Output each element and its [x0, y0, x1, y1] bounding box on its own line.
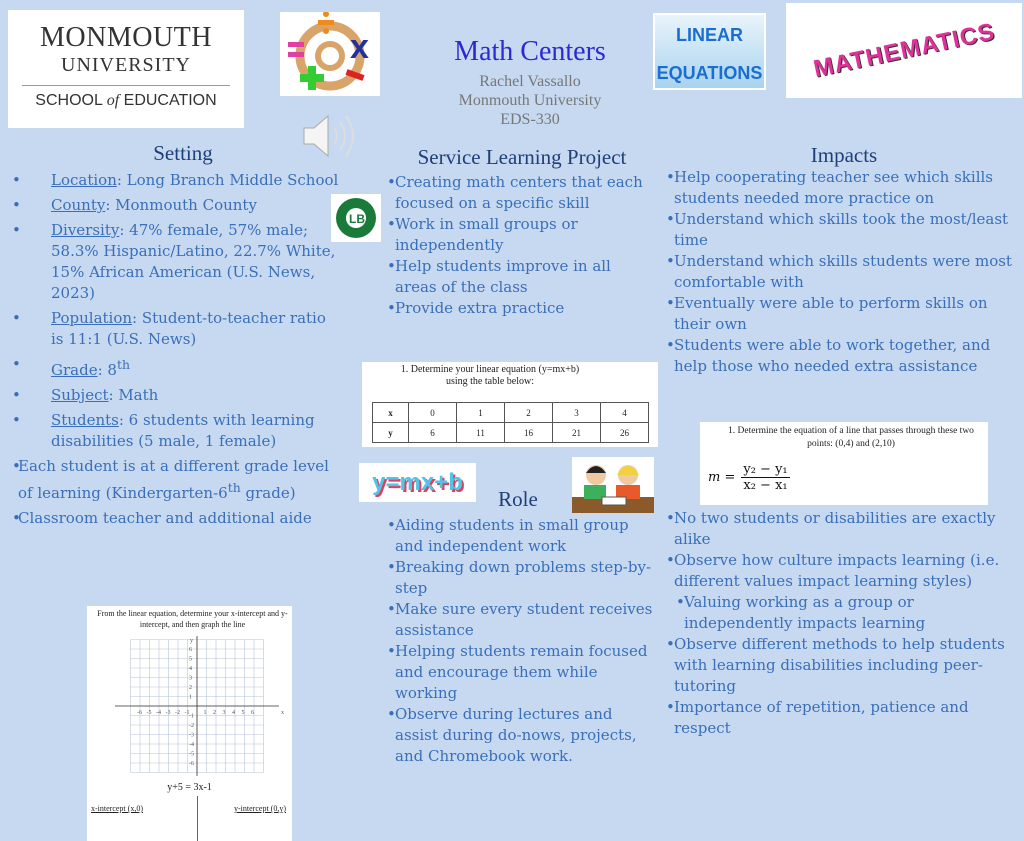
label: Grade	[51, 361, 98, 379]
institution: Monmouth University	[458, 92, 602, 109]
impact-item: • Understand which skills students were most comfortable with	[666, 251, 1022, 293]
text: Each student is at a different grade level of learning (Kindergarten-6	[18, 457, 329, 502]
text: grade)	[240, 484, 296, 502]
course: EDS-330	[500, 111, 560, 128]
logo-of: of	[106, 92, 120, 109]
y-tick-label: 1	[189, 694, 192, 701]
math-symbols-graphic	[280, 12, 380, 96]
cell: 0	[409, 403, 457, 423]
x-tick-label: 6	[251, 710, 254, 716]
ymxb-image	[359, 463, 476, 502]
x-tick-label: 3	[222, 710, 226, 716]
setting-item-location	[12, 170, 342, 191]
label: County	[51, 196, 106, 214]
y-tick-label: -5	[189, 751, 194, 758]
x-tick-label: -5	[146, 710, 152, 716]
linear-equations-image	[653, 13, 766, 90]
role-item: • Make sure every student receives assistance	[387, 599, 655, 641]
logo-education: EDUCATION	[123, 92, 217, 109]
logo-school: SCHOOL	[35, 92, 103, 109]
y-axis-label: y	[190, 638, 193, 644]
cell: x	[373, 403, 409, 423]
divider-line	[197, 796, 198, 841]
y-tick-label: 5	[189, 656, 192, 663]
service-item: • Creating math centers that each focused on a specific skill	[387, 172, 655, 214]
slope-formula	[708, 462, 790, 493]
graph-equation: y+5 = 3x-1	[167, 782, 212, 793]
label: Population	[51, 309, 133, 327]
service-item: • Provide extra practice	[387, 298, 655, 319]
x-tick-label: -2	[175, 710, 180, 716]
text: Classroom teacher and additional aide	[18, 509, 312, 527]
impact-item: • Help cooperating teacher see which skills students needed more practice on	[666, 167, 1022, 209]
value: : 6 students with learning disabilities (5 male, 1 female)	[51, 411, 315, 450]
x-tick-label: 4	[232, 710, 235, 716]
mathematics-image	[786, 3, 1022, 98]
setting-extra-teacher	[12, 508, 342, 529]
formula-lhs: m =	[708, 470, 736, 485]
worksheet-prompt: 1. Determine your linear equation (y=mx+b) using the table below:	[400, 364, 580, 387]
label: Diversity	[51, 221, 120, 239]
cell: 21	[553, 423, 601, 443]
worksheet-prompt: 1. Determine the equation of a line that passes through these two points: (0,4) and (2,10)	[728, 426, 974, 449]
formula-denominator: x₂ − x₁	[743, 478, 788, 493]
role-list	[387, 515, 655, 767]
setting-item-students	[12, 410, 342, 452]
service-item: • Work in small groups or independently	[387, 214, 655, 256]
cell: 2	[505, 403, 553, 423]
xy-table	[372, 402, 649, 443]
impact-item: • Importance of repetition, patience and respect	[666, 697, 1016, 739]
x-tick-label: -4	[156, 710, 161, 716]
service-list	[387, 172, 655, 319]
sup: th	[116, 357, 131, 372]
worksheet-prompt: From the linear equation, determine your x-intercept and y-intercept, and then graph the line	[97, 609, 288, 629]
impact-item: • Observe how culture impacts learning (i.e. different values impact learning styles)	[666, 550, 1016, 592]
logo-line1: MONMOUTH	[40, 22, 212, 53]
cell: 6	[409, 423, 457, 443]
setting-heading: Setting	[153, 141, 213, 165]
formula-numerator: y₂ − y₁	[743, 462, 788, 477]
role-heading: Role	[498, 487, 538, 511]
svg-text:LB: LB	[349, 212, 365, 226]
y-tick-label: -4	[189, 742, 194, 748]
cell: 3	[553, 403, 601, 423]
x-tick-label: 5	[241, 710, 245, 716]
label: Students	[51, 411, 119, 429]
label: Subject	[51, 386, 109, 404]
x-tick-label: -3	[165, 710, 171, 716]
math-symbols-image	[280, 12, 380, 96]
cell: 26	[601, 423, 649, 443]
service-item: • Help students improve in all areas of the class	[387, 256, 655, 298]
value: : 47% female, 57% male; 58.3% Hispanic/Latino, 22.7% White, 15% African American (U.S. News, 2023)	[51, 221, 336, 302]
impact-item: • Understand which skills took the most/least time	[666, 209, 1022, 251]
impacts-list	[666, 167, 1022, 377]
logo-line2: UNIVERSITY	[61, 54, 191, 76]
y-tick-label: -3	[189, 732, 194, 739]
label: Location	[51, 171, 117, 189]
worksheet-graph-image	[87, 606, 292, 841]
sup: th	[227, 480, 241, 495]
x-intercept-label: x-intercept (x,0)	[91, 804, 143, 813]
y-tick-label: -2	[189, 723, 194, 729]
service-heading: Service Learning Project	[417, 145, 627, 169]
y-tick-label: 3	[189, 675, 192, 682]
x-tick-label: 1	[203, 710, 207, 716]
impacts-list-2	[666, 508, 1016, 739]
role-item: • Observe during lectures and assist during do-nows, projects, and Chromebook work.	[387, 704, 655, 767]
x-axis-label: x	[281, 710, 284, 716]
setting-item-diversity	[12, 220, 342, 304]
role-item: • Helping students remain focused and encourage them while working	[387, 641, 655, 704]
equations-text: EQUATIONS	[656, 63, 763, 83]
x-tick-label: -1	[184, 710, 190, 716]
cell: 16	[505, 423, 553, 443]
setting-item-county	[12, 195, 342, 216]
students-reading-image	[572, 457, 654, 513]
ymxb-text: y=mx+b	[372, 468, 463, 496]
value: : Long Branch Middle School	[116, 171, 339, 189]
value: : Monmouth County	[105, 196, 257, 214]
impacts-heading: Impacts	[810, 143, 878, 167]
value: : Student-to-teacher ratio is 11:1 (U.S. News)	[51, 309, 326, 348]
coordinate-grid	[87, 636, 292, 776]
impact-item: • No two students or disabilities are exactly alike	[666, 508, 1016, 550]
impact-subitem: • Valuing working as a group or independently impacts learning	[666, 592, 1016, 634]
y-tick-label: 2	[189, 685, 192, 691]
y-tick-label: -6	[189, 761, 194, 767]
speaker-icon[interactable]	[300, 112, 360, 160]
svg-text:x: x	[350, 28, 369, 66]
y-tick-label: 4	[189, 666, 192, 672]
y-intercept-label: y-intercept (0,y)	[234, 804, 286, 813]
worksheet-points-image	[700, 422, 988, 505]
setting-list	[12, 170, 342, 533]
x-tick-label: 2	[213, 710, 216, 716]
value: : Math	[108, 386, 159, 404]
poster-title: Math Centers	[454, 36, 606, 67]
y-tick-label: 6	[189, 647, 192, 653]
impact-item: • Students were able to work together, and help those who needed extra assistance	[666, 335, 1022, 377]
author: Rachel Vassallo	[479, 73, 581, 90]
cell: 1	[457, 403, 505, 423]
setting-item-grade	[12, 354, 342, 381]
impact-item: • Eventually were able to perform skills on their own	[666, 293, 1022, 335]
role-item: • Aiding students in small group and independent work	[387, 515, 655, 557]
value: : 8	[97, 361, 117, 379]
cell: 4	[601, 403, 649, 423]
x-tick-label: -6	[137, 710, 142, 716]
y-tick-label: -1	[189, 713, 194, 720]
worksheet-table-image	[362, 362, 658, 447]
role-item: • Breaking down problems step-by-step	[387, 557, 655, 599]
monmouth-logo	[8, 10, 244, 128]
mathematics-text: MATHEMATICS	[810, 17, 998, 83]
setting-item-population	[12, 308, 342, 350]
setting-item-subject	[12, 385, 342, 406]
cell: 11	[457, 423, 505, 443]
cell: y	[373, 423, 409, 443]
linear-text: LINEAR	[676, 25, 743, 45]
setting-extra-grade-level	[12, 456, 342, 504]
school-logo	[331, 194, 381, 242]
impact-item: • Observe different methods to help students with learning disabilities including peer-tutoring	[666, 634, 1016, 697]
